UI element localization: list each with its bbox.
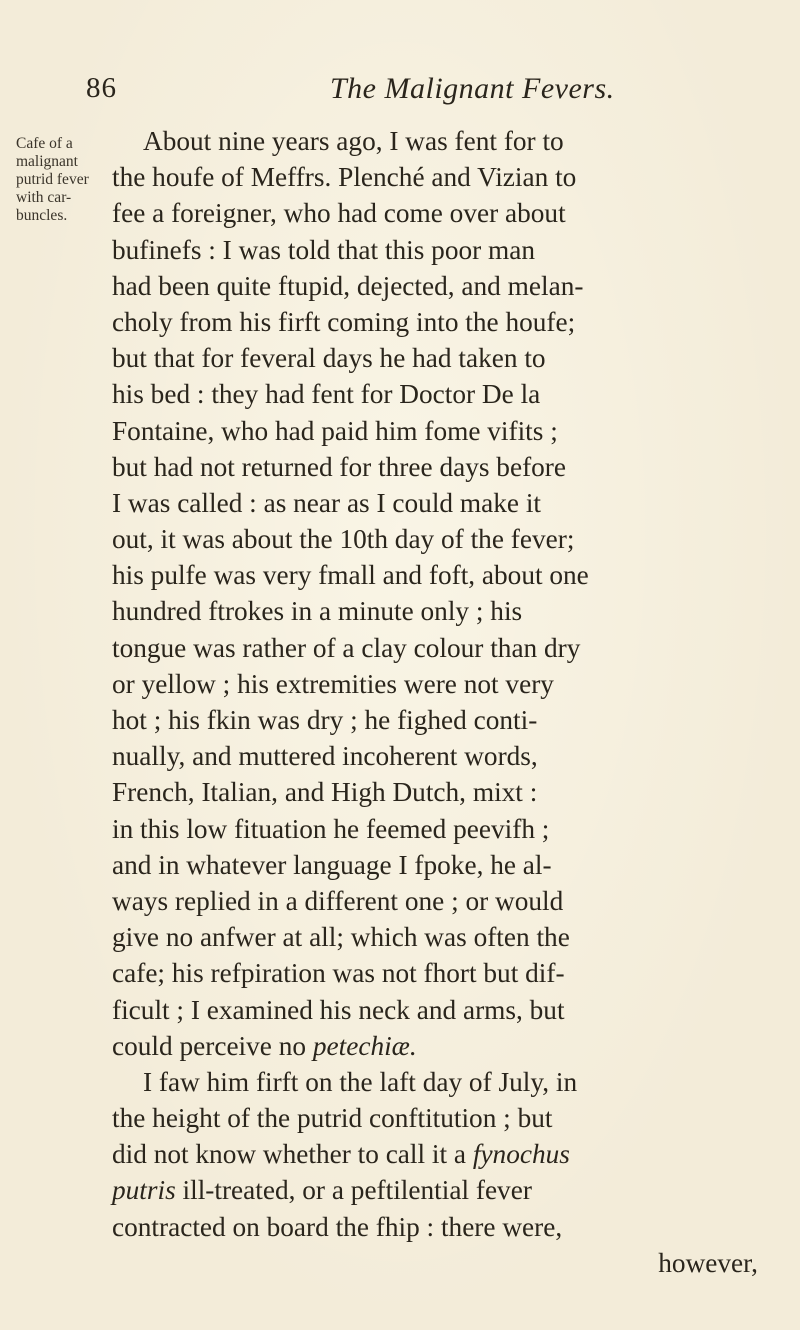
margin-note (16, 135, 101, 225)
text-line: the height of the putrid conftitution ; but (112, 1103, 553, 1134)
text-line: nually, and muttered incoherent words, (112, 741, 538, 772)
text-line: hundred ftrokes in a minute only ; his (112, 596, 523, 627)
text-line: the houfe of Meffrs. Plenché and Vizian to (112, 162, 577, 193)
text-line: cafe; his refpiration was not fhort but dif- (112, 958, 565, 989)
text-line: fee a foreigner, who had come over about (112, 198, 566, 229)
margin-note-line: buncles. (16, 207, 68, 224)
text-line: but that for feveral days he had taken to (112, 343, 546, 374)
text-line: his pulfe was very fmall and foft, about one (112, 560, 589, 591)
text-line: About nine years ago, I was fent for to (143, 126, 564, 156)
text-line: hot ; his fkin was dry ; he fighed conti- (112, 705, 538, 735)
text-line: give no anfwer at all; which was often the (112, 922, 570, 953)
text-line: his bed : they had fent for Doctor De la (112, 379, 541, 410)
page-header (86, 72, 736, 112)
italic-term: putris (112, 1175, 176, 1206)
text-line: out, it was about the 10th day of the fever; (112, 524, 575, 555)
italic-term: fynochus (472, 1139, 570, 1170)
text-line: and in whatever language I fpoke, he al- (112, 849, 552, 880)
text-line: bufinefs : I was told that this poor man (112, 234, 536, 265)
text-line: tongue was rather of a clay colour than dry (112, 632, 581, 663)
text-line: in this low fituation he feemed peevifh ; (112, 813, 550, 844)
margin-note-line: Cafe of a (16, 135, 73, 152)
text-line: or yellow ; his extremities were not very (112, 668, 554, 699)
text-line: choly from his firft coming into the houfe; (112, 306, 576, 337)
catchword: however, (658, 1247, 758, 1278)
text-segment: ill-treated, or a peftilential fever (175, 1175, 532, 1206)
margin-note-line: with car- (16, 189, 72, 206)
body-text (112, 123, 772, 1281)
text-line (112, 1028, 772, 1064)
text-line: French, Italian, and High Dutch, mixt : (112, 777, 538, 808)
page-number: 86 (86, 72, 117, 104)
margin-note-line: putrid fever (16, 171, 89, 188)
text-line: ways replied in a different one ; or would (112, 885, 564, 916)
text-line: I was called : as near as I could make it (112, 487, 541, 518)
text-line: I faw him firft on the laft day of July, in (143, 1066, 578, 1097)
text-line: contracted on board the fhip : there were, (112, 1211, 563, 1242)
text-line: Fontaine, who had paid him fome vifits ; (112, 415, 558, 446)
text-segment: could perceive no (112, 1030, 313, 1061)
italic-term: petechiæ. (312, 1030, 417, 1061)
text-line: but had not returned for three days before (112, 451, 567, 482)
running-title: The Malignant Fevers. (330, 72, 615, 105)
margin-note-line: malignant (16, 153, 78, 170)
text-line (112, 1136, 772, 1172)
text-line: had been quite ftupid, dejected, and melan- (112, 270, 584, 301)
text-segment: did not know whether to call it a (112, 1139, 473, 1170)
text-line: ficult ; I examined his neck and arms, but (112, 994, 565, 1025)
text-line (112, 1172, 772, 1208)
